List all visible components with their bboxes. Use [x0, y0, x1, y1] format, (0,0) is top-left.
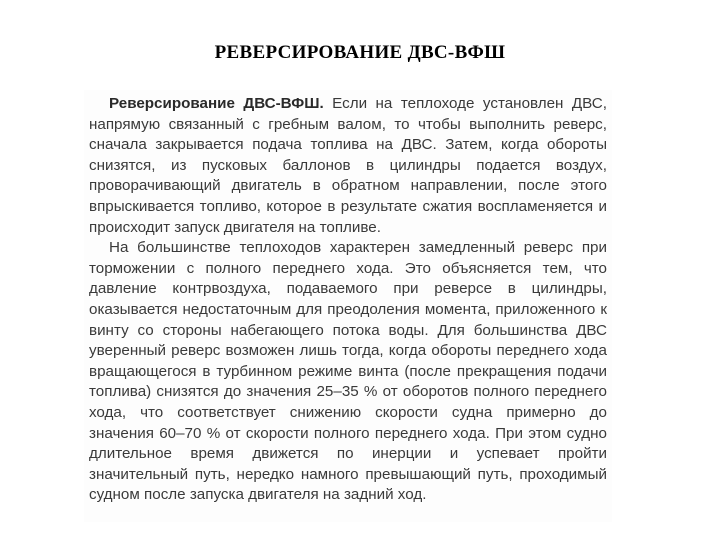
body-text — [89, 94, 607, 506]
paragraph-reversing-intro — [89, 94, 607, 238]
slide-title: РЕВЕРСИРОВАНИЕ ДВС-ВФШ — [214, 42, 506, 63]
paragraph-text: На большинстве теплоходов характерен замедленный реверс при торможении с полного переднего хода. Это объясняется тем, что давление контрвоздуха, подаваемого при реверсе в цилиндры, оказывается недостаточным для преодоления момента, приложенного к винту со стороны набегающего потока воды. Для большинства ДВС уверенный реверс возможен лишь тогда, когда обороты переднего хода вращающегося в турбинном режиме винта (после прекращения подачи топлива) снизятся до значения 25–35 % от оборотов полного переднего хода, что соответствует снижению скорости судна примерно до значения 60–70 % от скорости полного переднего хода. При этом судно длительное время движется по инерции и успевает пройти значительный путь, нередко намного превышающий путь, проходимый судном после запуска двигателя на задний ход. — [89, 239, 607, 504]
paragraph-delayed-reverse — [89, 238, 607, 506]
scanned-text-image — [84, 90, 612, 522]
paragraph-text: Если на теплоходе установлен ДВС, напрямую связанный с гребным валом, то чтобы выполнить реверс, сначала закрывается подача топлива на ДВС. Затем, когда обороты снизятся, из пусковых баллонов в цилиндры подается воздух, проворачивающий двигатель в обратном направлении, после этого впрыскивается топливо, которое в результате сжатия воспламеняется и происходит запуск двигателя на топливе. — [89, 95, 607, 236]
paragraph-lead-term: Реверсирование ДВС-ВФШ. — [109, 95, 324, 112]
